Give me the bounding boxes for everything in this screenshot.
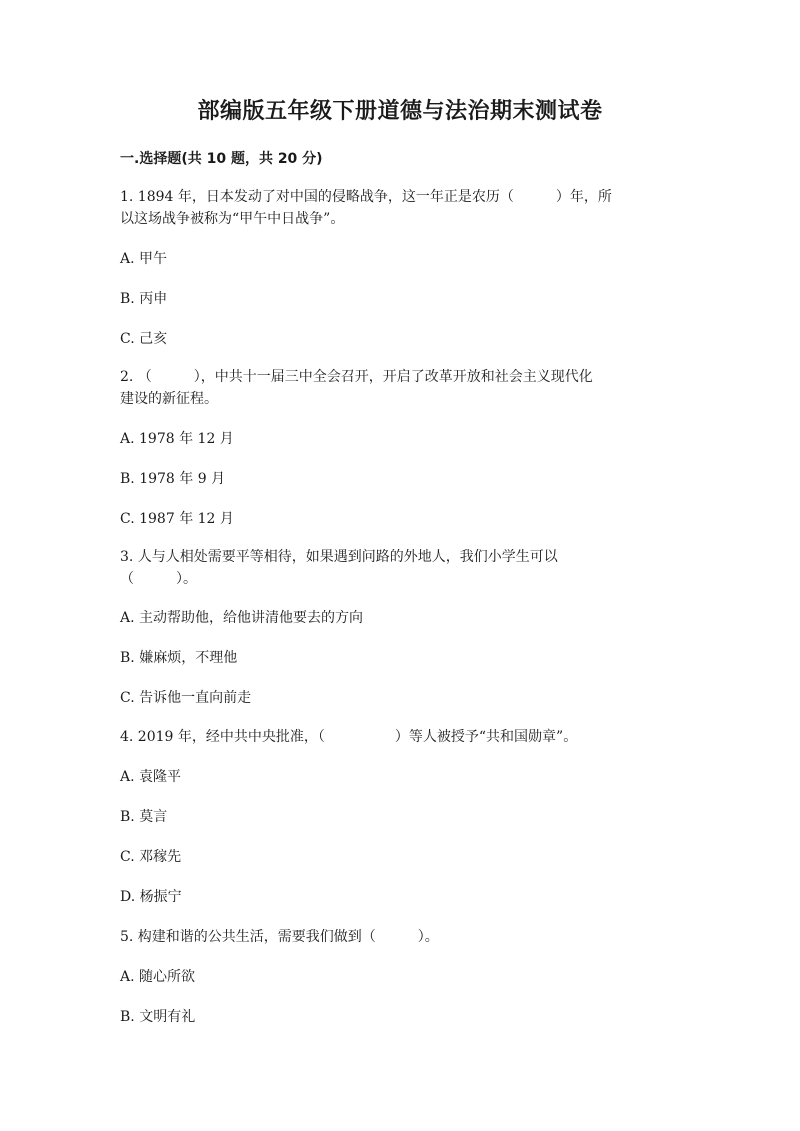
question-5-option-b: B. 文明有礼 [120, 1009, 196, 1025]
question-5-line-1: 5. 构建和谐的公共生活，需要我们做到（ ）。 [120, 929, 439, 945]
question-2-line-1: 2. （ ），中共十一届三中全会召开，开启了改革开放和社会主义现代化 [120, 369, 593, 385]
question-3 [120, 546, 680, 590]
question-3-line-2: （ ）。 [120, 571, 197, 587]
question-3-option-c: C. 告诉他一直向前走 [120, 690, 252, 706]
question-2 [120, 366, 680, 410]
question-3-option-a: A. 主动帮助他，给他讲清他要去的方向 [120, 610, 364, 626]
question-4 [120, 726, 680, 748]
question-3-option-b: B. 嫌麻烦，不理他 [120, 650, 238, 666]
question-3-line-1: 3. 人与人相处需要平等相待，如果遇到问路的外地人，我们小学生可以 [120, 549, 558, 565]
question-4-option-b: B. 莫言 [120, 809, 168, 825]
question-2-option-a: A. 1978 年 12 月 [120, 431, 234, 447]
question-4-option-a: A. 袁隆平 [120, 769, 182, 785]
question-4-option-c: C. 邓稼先 [120, 849, 182, 865]
question-1-option-b: B. 丙申 [120, 291, 168, 307]
question-1-line-2: 以这场战争被称为“甲午中日战争”。 [120, 211, 345, 227]
section-heading: 一.选择题(共 10 题，共 20 分) [120, 151, 323, 167]
question-1-option-c: C. 己亥 [120, 331, 168, 347]
question-4-line-1: 4. 2019 年，经中共中央批准，（ ）等人被授予“共和国勋章”。 [120, 729, 578, 745]
question-2-option-b: B. 1978 年 9 月 [120, 471, 226, 487]
question-2-line-2: 建设的新征程。 [120, 391, 218, 407]
question-5 [120, 926, 680, 948]
question-1 [120, 186, 680, 230]
question-2-option-c: C. 1987 年 12 月 [120, 511, 234, 527]
question-1-line-1: 1. 1894 年，日本发动了对中国的侵略战争，这一年正是农历（ ）年，所 [120, 189, 612, 205]
page-title: 部编版五年级下册道德与法治期末测试卷 [197, 99, 603, 124]
question-1-option-a: A. 甲午 [120, 251, 168, 267]
question-4-option-d: D. 杨振宁 [120, 889, 182, 905]
question-5-option-a: A. 随心所欲 [120, 969, 196, 985]
